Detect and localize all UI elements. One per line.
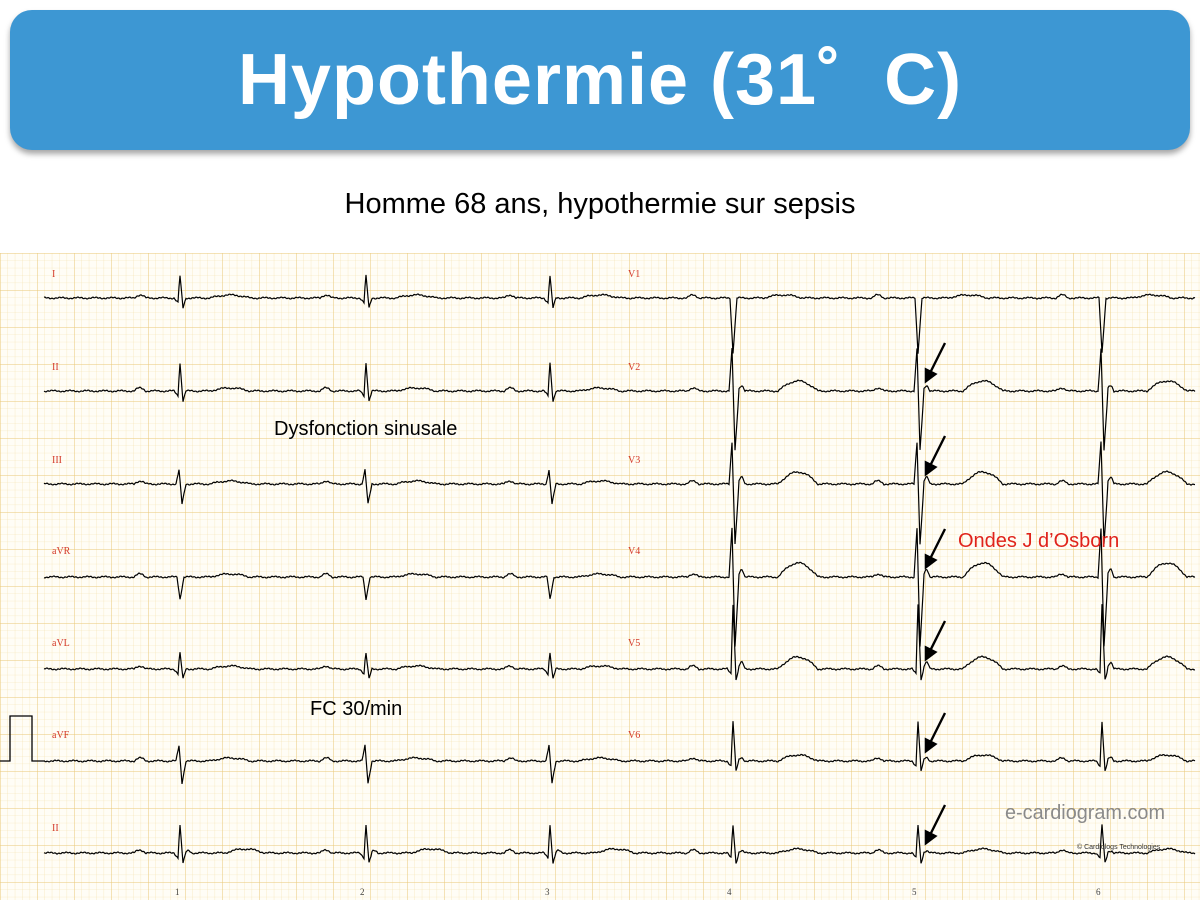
lead-label-III: III [52,455,62,466]
second-marker-5: 5 [912,887,917,897]
copyright: © Cardiologs Technologies [1077,844,1161,851]
annotation-heart-rate: FC 30/min [310,698,403,720]
lead-label-V2: V2 [628,362,641,373]
second-marker-2: 2 [360,887,365,897]
lead-label-V6: V6 [628,730,641,741]
second-marker-6: 6 [1096,887,1101,897]
annotation-sinus-dysfunction: Dysfonction sinusale [274,418,458,440]
ecg-strip [0,253,1200,900]
title-banner [10,10,1190,150]
watermark: e-cardiogram.com [1005,802,1165,824]
lead-label-I: I [52,269,56,280]
lead-label-V1: V1 [628,269,641,280]
lead-label-aVR: aVR [52,546,71,557]
second-marker-4: 4 [727,887,732,897]
second-marker-3: 3 [545,887,550,897]
page-title: Hypothermie (31˚ C) [237,40,963,120]
lead-label-aVF: aVF [52,730,70,741]
lead-label-V3: V3 [628,455,641,466]
lead-label-II: II [52,362,59,373]
annotation-osborn-waves: Ondes J d’Osborn [958,530,1120,552]
lead-label-V4: V4 [628,546,641,557]
second-marker-1: 1 [175,887,180,897]
lead-label-V5: V5 [628,638,641,649]
lead-label-II-rhythm: II [52,823,59,834]
lead-label-aVL: aVL [52,638,70,649]
subtitle: Homme 68 ans, hypothermie sur sepsis [344,188,856,220]
